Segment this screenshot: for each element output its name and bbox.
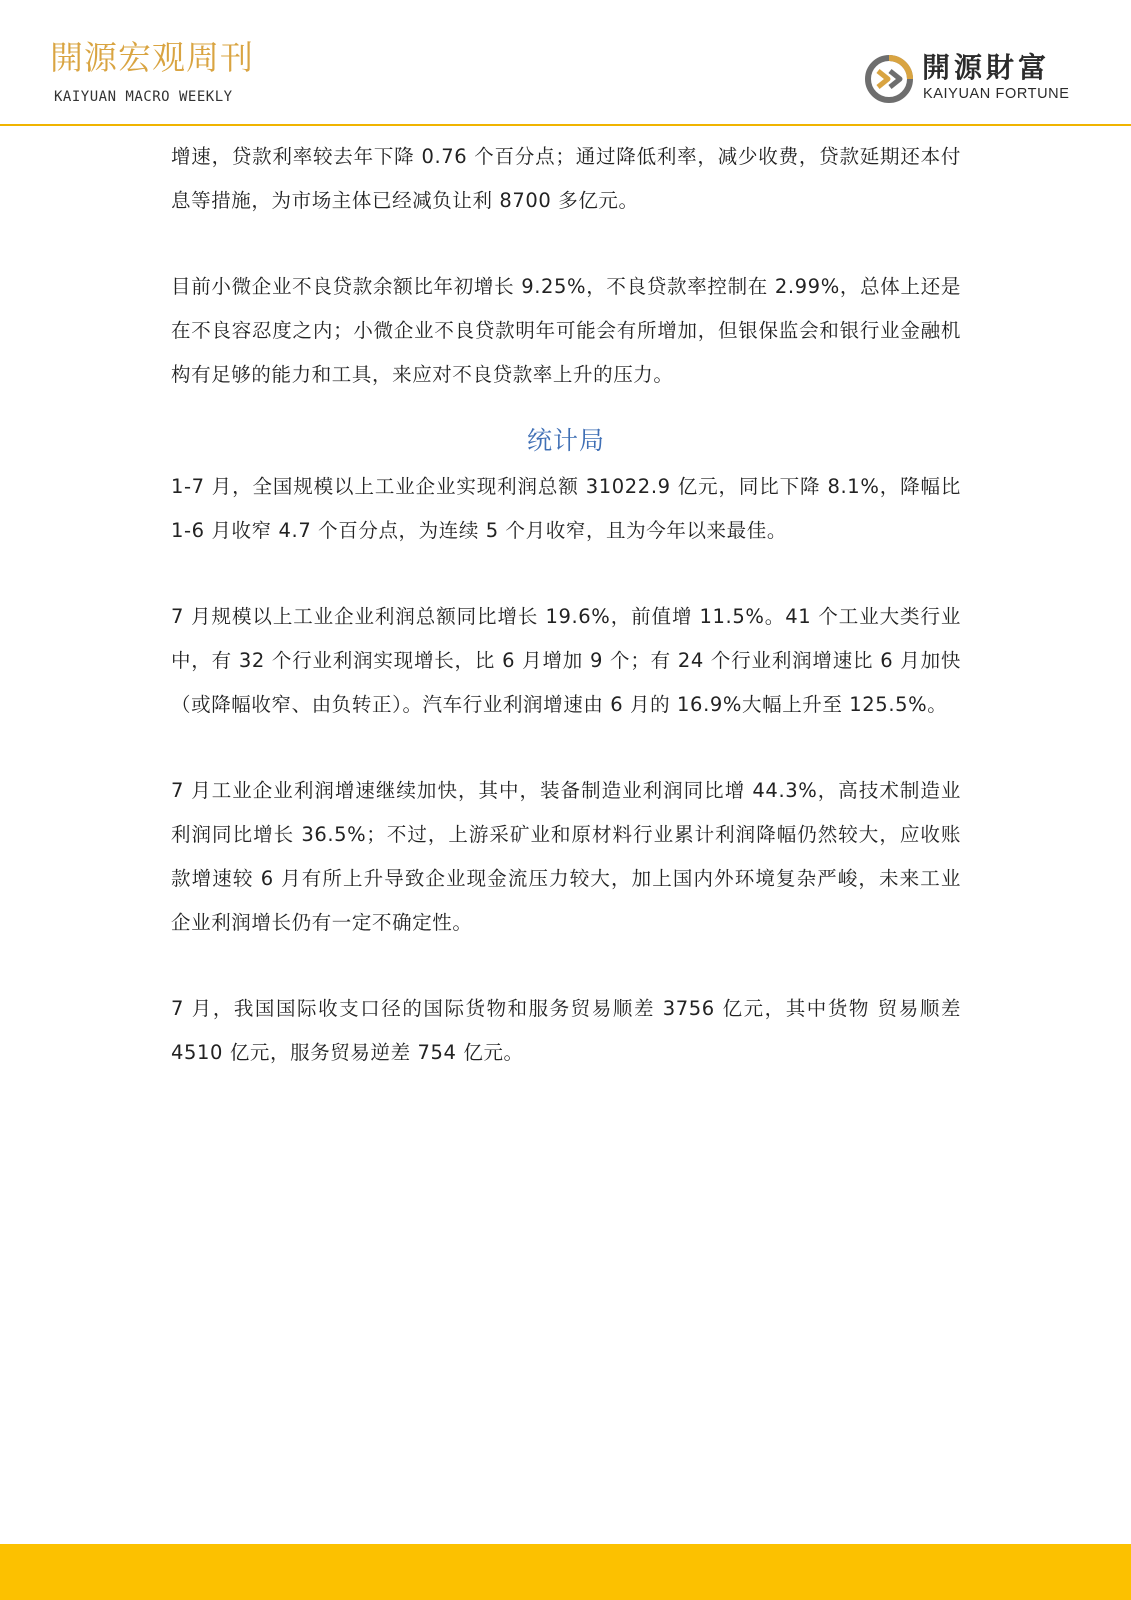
company-logo [864, 52, 1084, 108]
paragraph-profit-jan-jul: 1-7 月，全国规模以上工业企业实现利润总额 31022.9 亿元，同比下降 8.1%，降幅比 1-6 月收窄 4.7 个百分点，为连续 5 个月收窄，且为今年以来最佳。 [171, 475, 961, 542]
publication-subtitle: KAIYUAN MACRO WEEKLY [54, 89, 233, 105]
paragraph-profit-july: 7 月规模以上工业企业利润总额同比增长 19.6%，前值增 11.5%。41 个工业大类行业中，有 32 个行业利润实现增长，比 6 月增加 9 个；有 24 个行业利润增速比 6 月加快（或降幅收窄、由负转正）。汽车行业利润增速由 6 月的 16.9%大幅上升至 125.5%。 [171, 605, 961, 716]
header-divider [0, 124, 1131, 126]
logo-english-name: KAIYUAN FORTUNE [923, 86, 1070, 102]
section-heading-statistics-bureau: 统计局 [526, 426, 605, 455]
page-header [0, 0, 1131, 128]
paragraph-profit-outlook: 7 月工业企业利润增速继续加快，其中，装备制造业利润同比增 44.3%，高技术制造业利润同比增长 36.5%；不过，上游采矿业和原材料行业累计利润降幅仍然较大，应收账款增速较 6 月有所上升导致企业现金流压力较大，加上国内外环境复杂严峻，未来工业企业利润增长仍有一定不确定性。 [171, 779, 961, 934]
logo-chinese-name: 開源財富 [922, 51, 1051, 84]
publication-title: 開源宏观周刊 [50, 38, 254, 77]
kaiyuan-logo-icon [864, 54, 914, 104]
paragraph-trade-balance: 7 月，我国国际收支口径的国际货物和服务贸易顺差 3756 亿元，其中货物 贸易顺差 4510 亿元，服务贸易逆差 754 亿元。 [171, 997, 961, 1064]
article-body [171, 135, 961, 1075]
paragraph-npl: 目前小微企业不良贷款余额比年初增长 9.25%，不良贷款率控制在 2.99%，总体上还是在不良容忍度之内；小微企业不良贷款明年可能会有所增加，但银保监会和银行业金融机构有足够的能力和工具，来应对不良贷款率上升的压力。 [171, 275, 961, 386]
footer-band [0, 1544, 1131, 1600]
paragraph-loan-rates: 增速，贷款利率较去年下降 0.76 个百分点；通过降低利率，减少收费，贷款延期还本付息等措施，为市场主体已经减负让利 8700 多亿元。 [171, 145, 961, 212]
